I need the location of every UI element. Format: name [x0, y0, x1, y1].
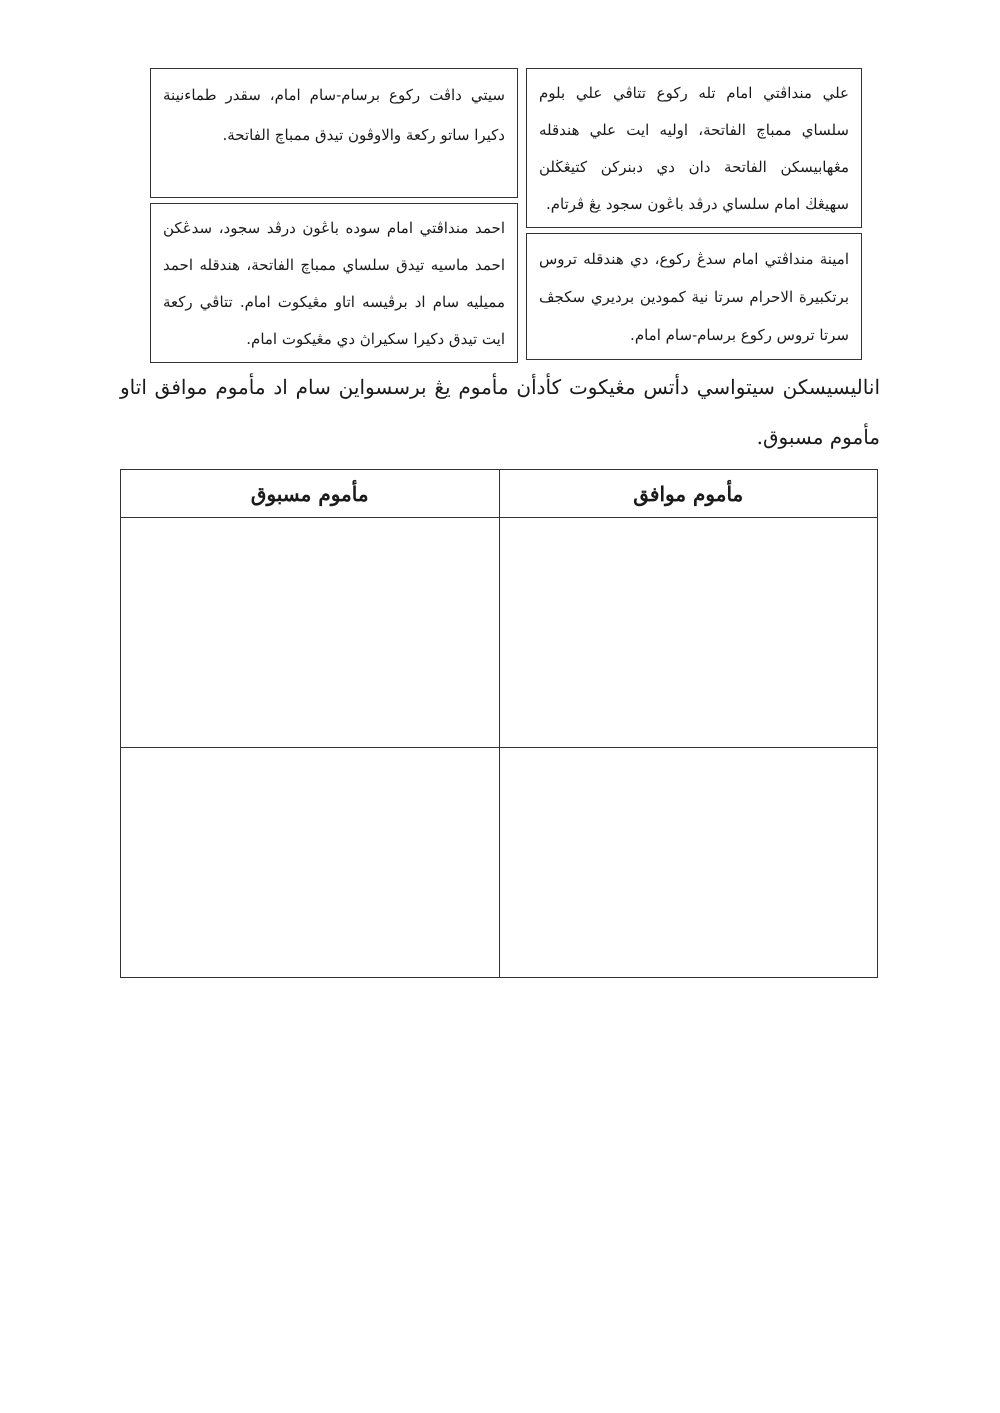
scenario-text-siti: سيتي داڤت ركوع برسام-سام امام، سقدر طماءنينة دكيرا ساتو ركعة والاوڤون تيدق ممباچ الفاتحة. — [163, 86, 505, 144]
instruction-text: اناليسيسكن سيتواسي دأتس مڠيكوت كأدأن مأموم يڠ برسسواين سام اد مأموم موافق اتاو مأموم مسبوق. — [120, 375, 880, 449]
answer-row-1 — [121, 518, 878, 748]
answer-cell-muwafiq-1[interactable] — [499, 518, 878, 748]
answer-cell-muwafiq-2[interactable] — [499, 748, 878, 978]
scenario-box-ali — [526, 68, 862, 228]
answer-table-header-row — [121, 470, 878, 518]
scenario-box-aminah — [526, 233, 862, 360]
scenario-text-ali: علي منداڤتي امام تله ركوع تتاڤي علي بلوم سلساي ممباچ الفاتحة، اوليه ايت علي هندقله مڠهابيسكن الفاتحة دان دي دبنركن كتيڠڬلن سهيڠڬ امام سلساي درڤد باڠون سجود يڠ ڤرتام. — [539, 84, 849, 213]
scenario-text-aminah: امينة منداڤتي امام سدڠ ركوع، دي هندقله تروس برتكبيرة الاحرام سرتا نية كمودين برديري سكجڤ سرتا تروس ركوع برسام-سام امام. — [539, 250, 849, 344]
answer-table — [120, 469, 878, 978]
answer-row-2 — [121, 748, 878, 978]
header-makmum-masbuq: مأموم مسبوق — [121, 470, 500, 518]
scenario-box-siti — [150, 68, 518, 198]
answer-cell-masbuq-1[interactable] — [121, 518, 500, 748]
scenario-text-ahmad: احمد منداڤتي امام سوده باڠون درڤد سجود، سدڠكن احمد ماسيه تيدق سلساي ممباچ الفاتحة، هندقله احمد مميليه سام اد برڤيسه اتاو مڠيكوت امام. تتاڤي ركعة ايت تيدق دكيرا سكيراڽ دي مڠيكوت امام. — [163, 219, 505, 348]
answer-cell-masbuq-2[interactable] — [121, 748, 500, 978]
header-makmum-muwafiq: مأموم موافق — [499, 470, 878, 518]
scenario-box-ahmad — [150, 203, 518, 363]
